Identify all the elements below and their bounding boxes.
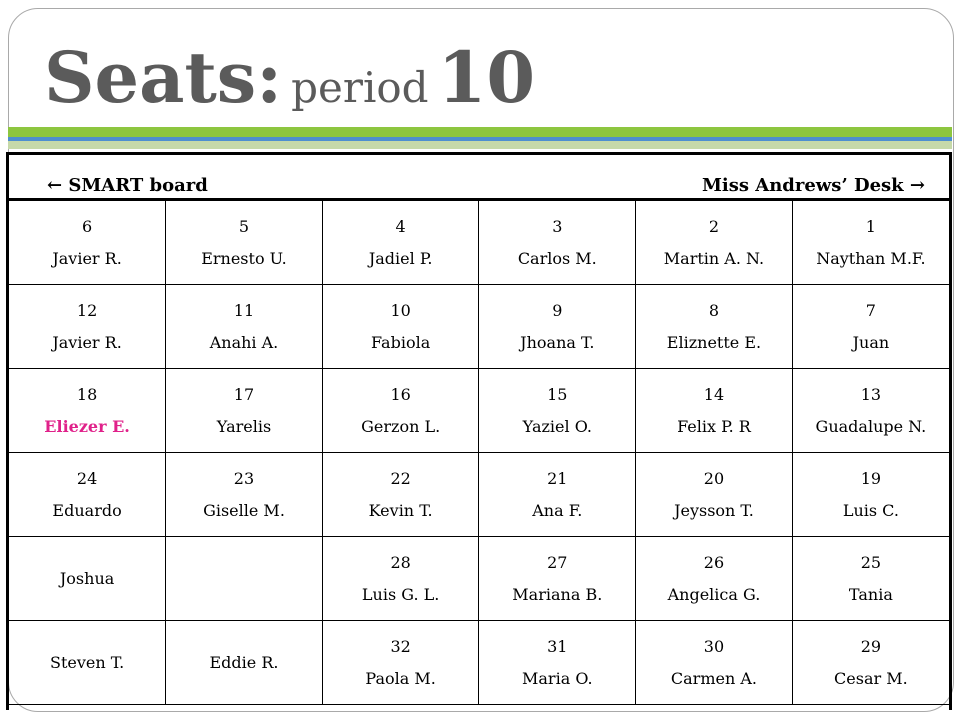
seat-number: 17	[233, 384, 255, 404]
student-name: Ana F.	[532, 500, 583, 520]
seat-cell	[479, 201, 636, 285]
seat-cell	[322, 537, 479, 621]
student-name: Steven T.	[49, 652, 125, 672]
seat-number: 2	[708, 216, 720, 236]
student-name: Gerzon L.	[361, 416, 441, 436]
student-name: Jeysson T.	[674, 500, 754, 520]
seat-cell	[322, 201, 479, 285]
student-name: Martin A. N.	[663, 248, 765, 268]
student-name: Eliezer E.	[44, 416, 130, 436]
seat-cell	[9, 537, 166, 621]
smart-board-label: ← SMART board	[47, 175, 208, 196]
seat-cell	[166, 369, 323, 453]
seat-cell	[166, 201, 323, 285]
seat-number: 29	[860, 636, 882, 656]
student-name: Ernesto U.	[201, 248, 287, 268]
seat-cell	[166, 453, 323, 537]
seat-cell	[166, 537, 323, 621]
seat-cell	[636, 285, 793, 369]
seat-row	[9, 201, 949, 285]
student-name: Mariana B.	[512, 584, 603, 604]
seat-cell	[9, 285, 166, 369]
seat-row	[9, 285, 949, 369]
seat-cell	[792, 621, 949, 705]
green-divider	[8, 127, 952, 137]
seat-cell	[479, 369, 636, 453]
seat-cell	[636, 621, 793, 705]
light-green-divider	[8, 141, 952, 149]
student-name: Guadalupe N.	[815, 416, 927, 436]
seat-number: 15	[547, 384, 568, 404]
seat-cell	[322, 453, 479, 537]
student-name: Javier R.	[52, 332, 122, 352]
student-name: Carlos M.	[517, 248, 597, 268]
seat-number: 20	[703, 468, 725, 488]
seat-number: 28	[390, 552, 411, 572]
seat-number: 21	[547, 468, 568, 488]
seat-cell	[636, 201, 793, 285]
student-name: Jhoana T.	[520, 332, 595, 352]
student-name: Paola M.	[365, 668, 436, 688]
seat-row	[9, 369, 949, 453]
seat-cell	[322, 369, 479, 453]
seat-cell	[322, 285, 479, 369]
seat-number: 5	[238, 216, 250, 236]
student-name: Jadiel P.	[368, 248, 433, 268]
seat-number: 9	[552, 300, 563, 320]
student-name: Tania	[848, 584, 893, 604]
seat-cell	[9, 621, 166, 705]
student-name: Maria O.	[522, 668, 593, 688]
student-name: Fabiola	[371, 332, 431, 352]
seat-number: 26	[703, 552, 725, 572]
seat-cell	[479, 453, 636, 537]
seat-cell	[792, 285, 949, 369]
seat-cell	[9, 453, 166, 537]
student-name: Giselle M.	[203, 500, 285, 520]
seat-cell	[636, 453, 793, 537]
seat-number: 8	[708, 300, 720, 320]
student-name: Luis G. L.	[361, 584, 440, 604]
student-name: Felix P. R	[677, 416, 751, 436]
seat-cell	[636, 369, 793, 453]
seat-number: 3	[552, 216, 563, 236]
student-name: Kevin T.	[368, 500, 433, 520]
page-title	[44, 36, 535, 126]
student-name: Luis C.	[842, 500, 899, 520]
seating-chart	[6, 152, 952, 710]
seat-number: 7	[865, 300, 876, 320]
seat-number: 19	[860, 468, 882, 488]
student-name: Anahi A.	[209, 332, 279, 352]
student-name: Yarelis	[216, 416, 272, 436]
seat-number: 6	[81, 216, 93, 236]
seat-number: 11	[233, 300, 255, 320]
seat-cell	[792, 369, 949, 453]
seat-number: 30	[703, 636, 725, 656]
student-name: Carmen A.	[670, 668, 757, 688]
student-name: Eliznette E.	[666, 332, 762, 352]
seat-cell	[636, 537, 793, 621]
student-name: Cesar M.	[834, 668, 908, 688]
seat-cell	[166, 621, 323, 705]
seat-cell	[479, 537, 636, 621]
seat-number: 14	[703, 384, 725, 404]
seat-number: 31	[547, 636, 568, 656]
seat-cell	[479, 621, 636, 705]
student-name: Yaziel O.	[522, 416, 592, 436]
seat-number: 16	[390, 384, 411, 404]
seat-number: 12	[76, 300, 98, 320]
student-name: Joshua	[59, 568, 115, 588]
title-number: 10	[437, 36, 536, 119]
student-name: Eduardo	[52, 500, 122, 520]
seat-number: 4	[395, 216, 406, 236]
seat-number: 25	[860, 552, 882, 572]
student-name: Juan	[852, 332, 890, 352]
seat-number: 27	[547, 552, 568, 572]
seat-grid	[9, 201, 949, 705]
seat-cell	[166, 285, 323, 369]
seat-cell	[479, 285, 636, 369]
student-name: Angelica G.	[667, 584, 761, 604]
seat-number: 1	[865, 216, 876, 236]
seat-number: 13	[860, 384, 882, 404]
seat-cell	[9, 369, 166, 453]
seat-row	[9, 453, 949, 537]
seat-number: 10	[390, 300, 411, 320]
seat-row	[9, 537, 949, 621]
seat-number: 18	[76, 384, 98, 404]
front-of-room-header	[9, 155, 949, 201]
seat-row	[9, 621, 949, 705]
teacher-desk-label: Miss Andrews’ Desk →	[701, 175, 925, 196]
seat-cell	[792, 537, 949, 621]
title-sub: period	[291, 63, 429, 112]
seat-cell	[9, 201, 166, 285]
student-name: Naythan M.F.	[816, 248, 926, 268]
student-name: Eddie R.	[209, 652, 279, 672]
seat-number: 32	[390, 636, 411, 656]
seat-number: 23	[233, 468, 255, 488]
seat-cell	[792, 201, 949, 285]
seat-number: 24	[76, 468, 98, 488]
seat-cell	[792, 453, 949, 537]
student-name: Javier R.	[52, 248, 122, 268]
seat-number: 22	[390, 468, 411, 488]
seat-cell	[322, 621, 479, 705]
title-word: Seats:	[44, 36, 283, 119]
